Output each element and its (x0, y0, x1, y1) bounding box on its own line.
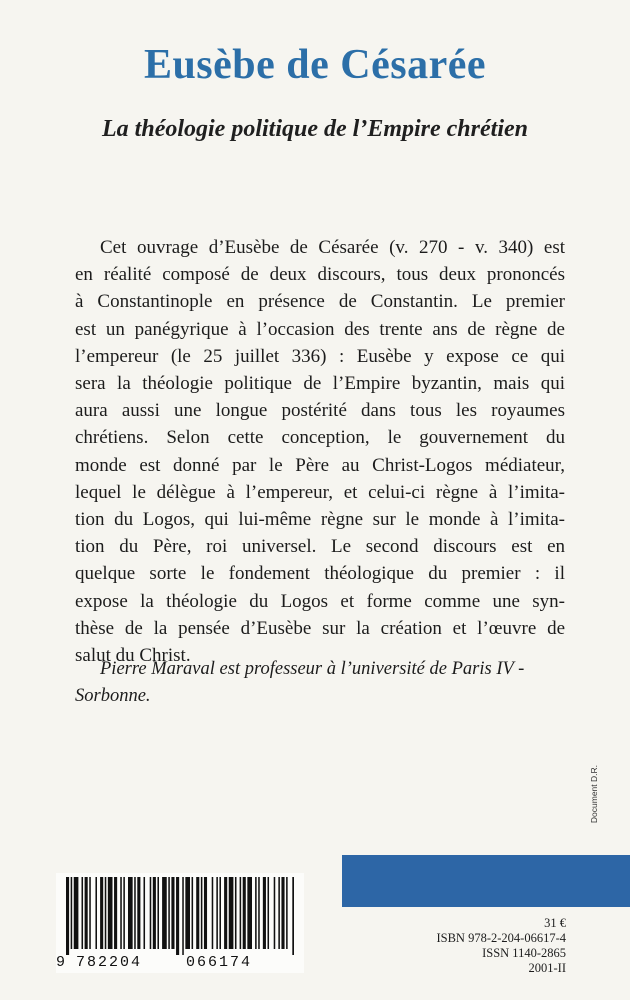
description-line: salut du Christ. (75, 645, 191, 667)
author-note-line: Sorbonne. (75, 686, 151, 706)
author-note-line: Pierre Maraval est professeur à l’université de Paris IV - (100, 659, 525, 679)
description-line: chrétiens. Selon cette conception, le gouvernement du (75, 427, 565, 449)
barcode-bar (224, 877, 227, 949)
barcode-bar (168, 877, 170, 949)
barcode-bar (286, 877, 288, 949)
barcode-bar (134, 877, 136, 949)
author-note (75, 656, 565, 710)
barcode-bar (216, 877, 218, 949)
barcode-digits-right: 066174 (186, 954, 253, 971)
description-line: à Constantinople en présence de Constantin. Le premier (75, 291, 565, 313)
description-line: sera la théologie politique de l’Empire byzantin, mais qui (75, 373, 565, 395)
barcode-bar (278, 877, 280, 949)
barcode-bar (235, 877, 237, 949)
book-subtitle: La théologie politique de l’Empire chrétien (102, 116, 528, 142)
description-line: est un panégyrique à l’occasion des trente ans de règne de (75, 318, 565, 340)
barcode-bar (95, 877, 97, 949)
barcode-digit-first: 9 (56, 954, 66, 971)
edition-label: 2001-II (528, 961, 566, 975)
barcode-bar (105, 877, 107, 949)
photo-credit: Document D.R. (589, 765, 599, 824)
barcode-bar (66, 877, 69, 955)
barcode-bar (71, 877, 73, 949)
barcode-bar (100, 877, 103, 949)
barcode-bar (74, 877, 79, 949)
barcode-bar (153, 877, 156, 949)
description-line: en réalité composé de deux discours, tous deux prononcés (75, 264, 565, 286)
barcode-bar (85, 877, 88, 949)
barcode-bar (89, 877, 91, 949)
description-line: tion du Logos, qui lui-même règne sur le monde à l’imita- (75, 509, 565, 531)
barcode-bar (196, 877, 199, 949)
description-line: expose la théologie du Logos et forme comme une syn- (75, 590, 565, 612)
description-line: quelque sorte le fondement théologique du premier : il (75, 563, 565, 585)
description-line: lequel le délègue à l’empereur, et celui-ci règne à l’imita- (75, 481, 565, 503)
barcode-bar (120, 877, 122, 949)
description-line: l’empereur (le 25 juillet 336) : Eusèbe y expose ce qui (75, 345, 565, 367)
barcode-bar (212, 877, 214, 949)
barcode-bar (150, 877, 152, 949)
barcode-bar (258, 877, 260, 949)
barcode-bar (157, 877, 159, 949)
barcode-bar (82, 877, 84, 949)
barcode-bar (263, 877, 266, 949)
barcode-digits (56, 955, 304, 971)
barcode-bar (255, 877, 257, 949)
barcode-bar (274, 877, 276, 949)
issn-label: ISSN 1140-2865 (482, 946, 566, 960)
barcode (56, 873, 304, 973)
description-line: monde est donné par le Père au Christ-Logos médiateur, (75, 454, 565, 476)
blue-band (342, 855, 630, 907)
barcode-bar (171, 877, 174, 949)
barcode-bar (192, 877, 194, 949)
description-line: aura aussi une longue postérité dans tous les royaumes (75, 400, 565, 422)
barcode-bar (114, 877, 117, 949)
isbn-label: ISBN 978-2-204-06617-4 (436, 931, 566, 945)
barcode-bar (268, 877, 270, 949)
barcode-digits-left: 782204 (76, 954, 143, 971)
description-line: thèse de la pensée d’Eusèbe sur la création et l’œuvre de (75, 617, 565, 639)
barcode-bar (128, 877, 133, 949)
publication-info (436, 916, 566, 976)
barcode-bar (185, 877, 190, 949)
barcode-bar (144, 877, 146, 949)
barcode-bar (247, 877, 252, 949)
barcode-bar (182, 877, 184, 955)
price-label: 31 € (544, 916, 566, 930)
description-line: Cet ouvrage d’Eusèbe de Césarée (v. 270 - v. 340) est (100, 237, 565, 258)
barcode-bar (204, 877, 207, 949)
description-line: tion du Père, roi universel. Le second discours est en (75, 536, 565, 558)
description-paragraph (75, 234, 565, 669)
barcode-bar (162, 877, 167, 949)
barcode-bar (201, 877, 203, 949)
barcode-bar (137, 877, 140, 949)
barcode-bar (176, 877, 179, 955)
barcode-bar (281, 877, 284, 949)
barcode-bar (108, 877, 113, 949)
barcode-bar (229, 877, 234, 949)
book-title: Eusèbe de Césarée (143, 42, 487, 88)
barcode-bar (219, 877, 221, 949)
barcode-bars (66, 877, 294, 955)
barcode-bar (243, 877, 246, 949)
barcode-bar (240, 877, 242, 949)
barcode-bar (123, 877, 125, 949)
barcode-bar (292, 877, 294, 955)
